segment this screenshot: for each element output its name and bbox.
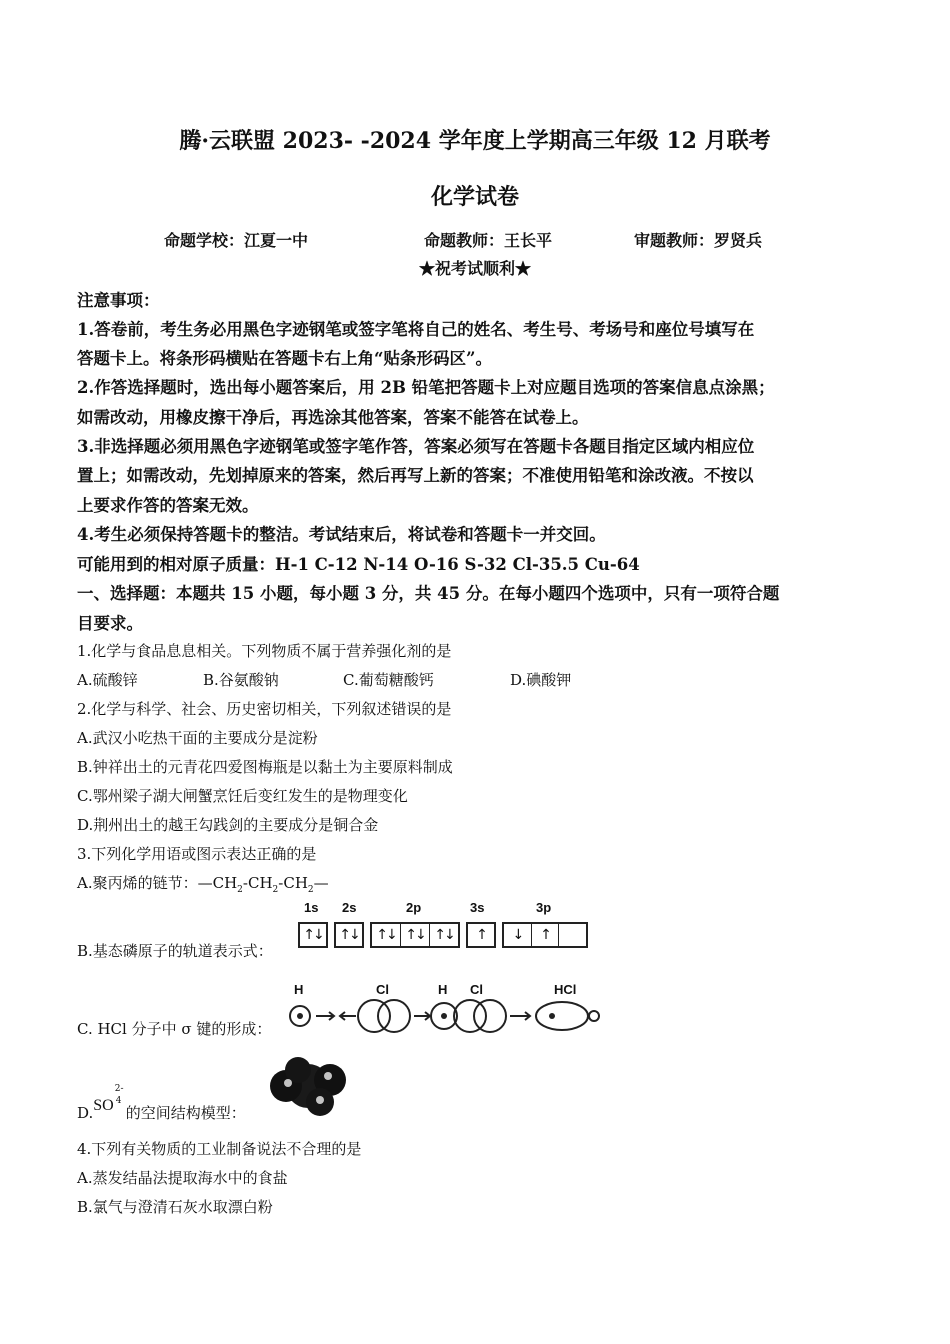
atom-label: H — [438, 982, 448, 997]
orbital-label: 3s — [470, 900, 485, 915]
question-1-option-a: A.硫酸锌 — [77, 671, 138, 689]
orbital-box-3s — [466, 922, 496, 948]
note-line: 2.作答选择题时，选出每小题答案后，用 2B 铅笔把答题卡上对应题目选项的答案信息点涂黑； — [77, 378, 775, 397]
question-3-option-b: B.基态磷原子的轨道表示式： — [77, 942, 273, 960]
school-info: 命题学校：江夏一中 — [164, 231, 309, 250]
question-1-option-d: D.碘酸钾 — [510, 671, 572, 689]
sigma-bond-drawing — [286, 980, 616, 1040]
question-2-option-c: C.鄂州梁子湖大闸蟹烹饪后变红发生的是物理变化 — [77, 787, 408, 805]
question-2-option-a: A.武汉小吃热干面的主要成分是淀粉 — [77, 729, 318, 747]
notes-heading: 注意事项： — [77, 291, 160, 310]
phosphorus-orbital-diagram — [296, 900, 596, 960]
atom-label: HCl — [554, 982, 577, 997]
orbital-cell: ↓ — [504, 924, 532, 946]
question-1-option-b: B.谷氨酸钠 — [203, 671, 279, 689]
section-heading: 一、选择题：本题共 15 小题，每小题 3 分，共 45 分。在每小题四个选项中，只有一项符合题 — [77, 584, 780, 603]
note-line: 上要求作答的答案无效。 — [77, 496, 259, 515]
orbital-cell: ↑↓ — [303, 927, 323, 943]
note-line: 如需改动，用橡皮擦干净后，再选涂其他答案，答案不能答在试卷上。 — [77, 408, 589, 427]
question-2-option-d: D.荆州出土的越王勾践剑的主要成分是铜合金 — [77, 816, 379, 834]
question-4-option-b: B.氯气与澄清石灰水取漂白粉 — [77, 1198, 273, 1216]
question-2-option-b: B.钟祥出土的元青花四爱图梅瓶是以黏土为主要原料制成 — [77, 758, 453, 776]
good-luck-text: ★祝考试顺利★ — [418, 259, 531, 278]
orbital-label: 3p — [536, 900, 552, 915]
note-line: 3.非选择题必须用黑色字迹钢笔或签字笔作答，答案必须写在答题卡各题目指定区域内相应位 — [77, 437, 755, 456]
note-line: 置上；如需改动，先划掉原来的答案，然后再写上新的答案；不准使用铅笔和涂改液。不按以 — [77, 466, 754, 485]
question-3-option-a: A.聚丙烯的链节：$—CH_2-CH_2-CH_2—$ — [77, 874, 329, 895]
question-3-option-d: D.SO 2- 4 的空间结构模型： — [77, 1084, 246, 1122]
question-4-stem: 4.下列有关物质的工业制备说法不合理的是 — [77, 1140, 362, 1158]
exam-subtitle: 化学试卷 — [430, 184, 519, 210]
atom-label: Cl — [470, 982, 483, 997]
note-line: 4.考生必须保持答题卡的整洁。考试结束后，将试卷和答题卡一并交回。 — [77, 525, 606, 544]
note-line: 1.答卷前，考生务必用黑色字迹钢笔或签字笔将自己的姓名、考生号、考场号和座位号填写在 — [77, 320, 755, 339]
orbital-cell: ↑↓ — [401, 924, 430, 946]
author-info: 命题教师：王长平 — [424, 231, 553, 250]
question-1-stem: 1.化学与食品息息相关。下列物质不属于营养强化剂的是 — [77, 642, 452, 660]
orbital-label: 2p — [406, 900, 422, 915]
orbital-box-2s — [334, 922, 364, 948]
sulfate-space-filling-model — [268, 1056, 350, 1116]
question-3-stem: 3.下列化学用语或图示表达正确的是 — [77, 845, 317, 863]
question-2-stem: 2.化学与科学、社会、历史密切相关，下列叙述错误的是 — [77, 700, 452, 718]
question-4-option-a: A.蒸发结晶法提取海水中的食盐 — [77, 1169, 288, 1187]
orbital-label: 2s — [342, 900, 357, 915]
atom-label: Cl — [376, 982, 389, 997]
orbital-box-1s — [298, 922, 328, 948]
orbital-cell: ↑↓ — [372, 924, 401, 946]
atom-label: H — [294, 982, 304, 997]
orbital-label: 1s — [304, 900, 319, 915]
sigma-bond-diagram — [286, 980, 616, 1040]
reviewer-info: 审题教师：罗贤兵 — [634, 231, 763, 250]
orbital-box-2p — [370, 922, 460, 948]
orbital-cell: ↑↓ — [339, 927, 359, 943]
orbital-cell — [559, 924, 586, 946]
orbital-box-3p — [502, 922, 588, 948]
atomic-mass-line: 可能用到的相对原子质量：H-1 C-12 N-14 O-16 S-32 Cl-35.5 Cu-64 — [77, 555, 640, 574]
question-3-option-c: C. HCl 分子中 σ 键的形成： — [77, 1020, 272, 1038]
orbital-cell: ↑ — [476, 927, 486, 943]
note-line: 答题卡上。将条形码横贴在答题卡右上角“贴条形码区”。 — [77, 349, 492, 368]
question-1-option-c: C.葡萄糖酸钙 — [343, 671, 434, 689]
exam-title: 腾·云联盟 2023- -2024 学年度上学期高三年级 12 月联考 — [179, 128, 771, 154]
orbital-cell: ↑↓ — [434, 927, 454, 943]
section-heading: 目要求。 — [77, 614, 143, 633]
orbital-cell: ↑ — [532, 924, 560, 946]
